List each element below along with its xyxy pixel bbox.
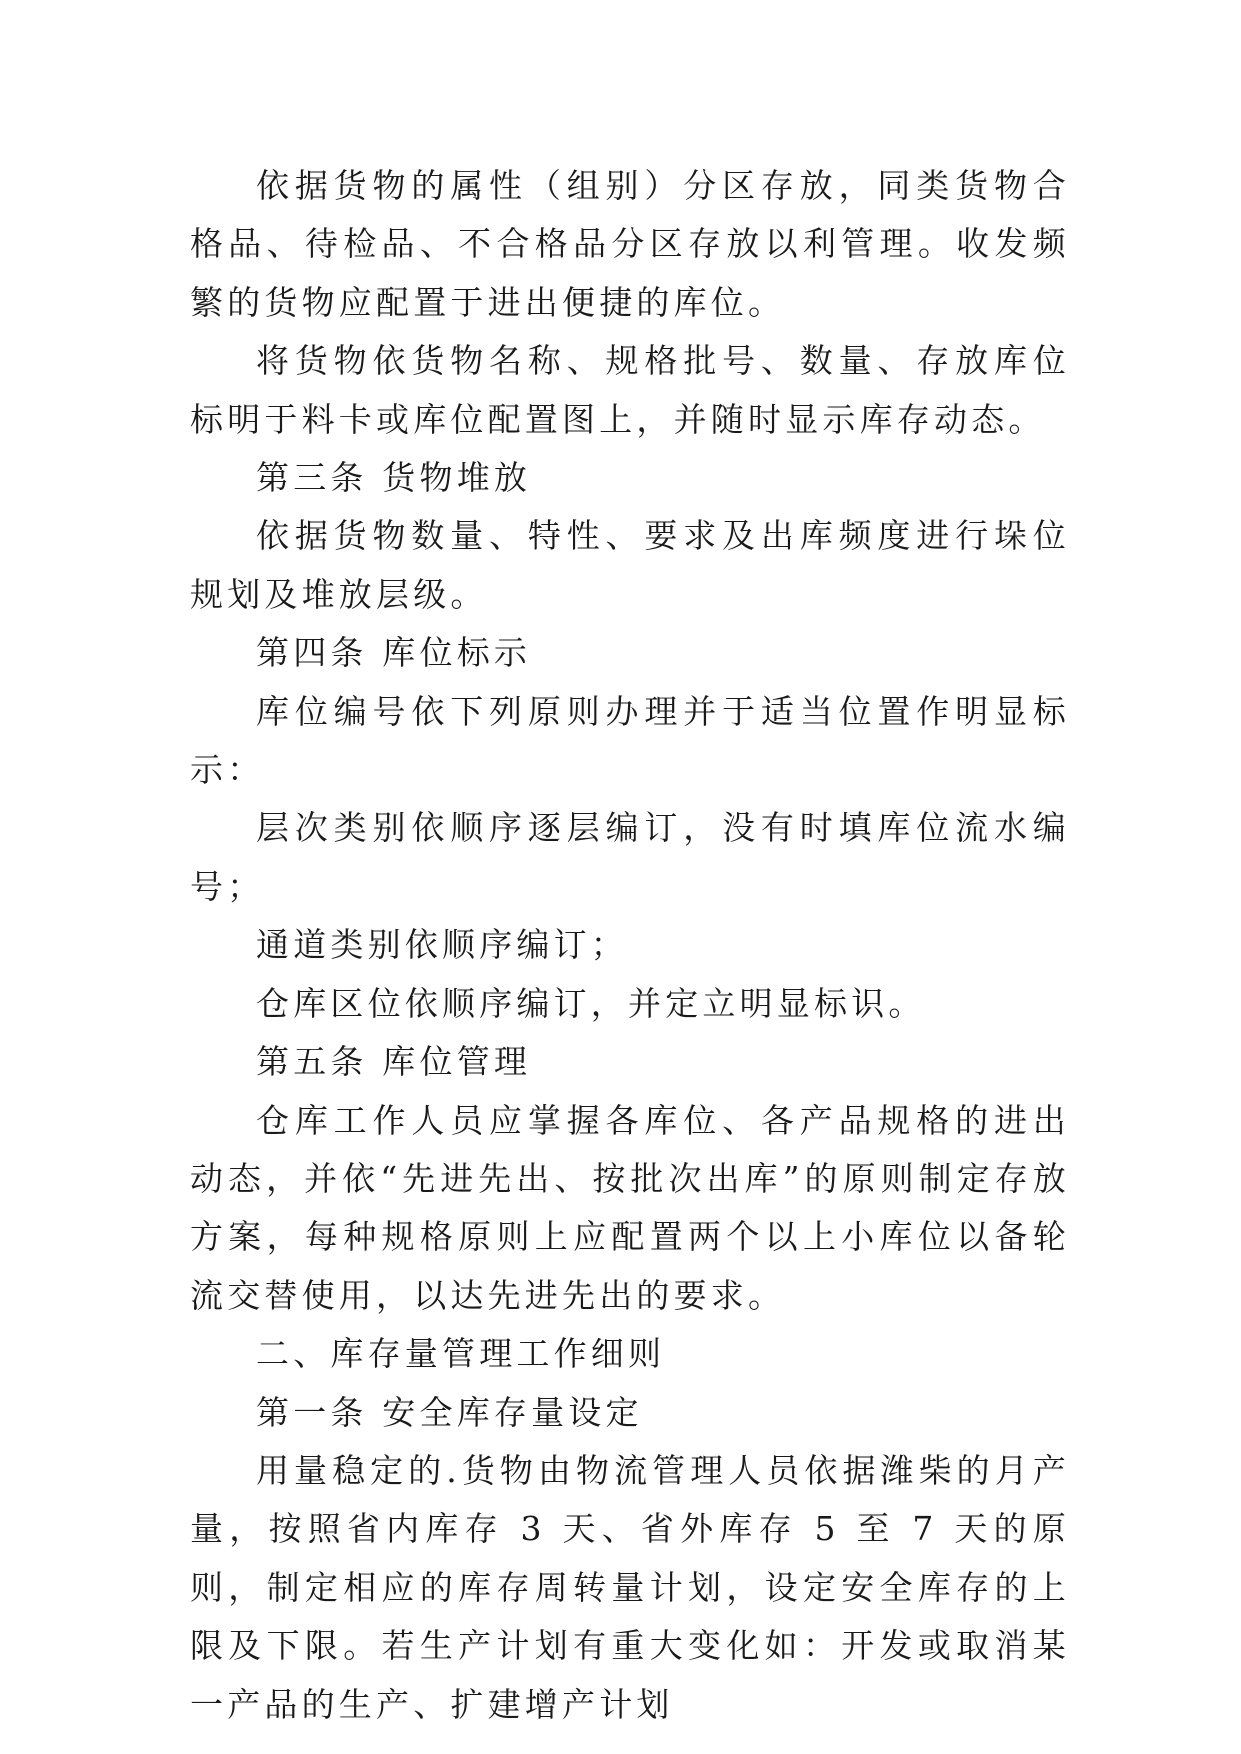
paragraph-location-management: 仓库工作人员应掌握各库位、各产品规格的进出动态，并依“先进先出、按批次出库”的原则制定存放方案，每种规格原则上应配置两个以上小库位以备轮流交替使用，以达先进先出的要求。	[190, 1100, 1070, 1315]
paragraph-storage-zoning: 依据货物的属性（组别）分区存放，同类货物合格品、待检品、不合格品分区存放以利管理。收发频繁的货物应配置于进出便捷的库位。	[190, 166, 1070, 322]
paragraph-stock-card: 将货物依货物名称、规格批号、数量、存放库位标明于料卡或库位配置图上，并随时显示库存动态。	[190, 341, 1070, 439]
paragraph-location-numbering: 库位编号依下列原则办理并于适当位置作明显标示：	[190, 691, 1070, 790]
heading-section-2: 二、库存量管理工作细则	[256, 1334, 666, 1374]
paragraph-aisle-category: 通道类别依顺序编订；	[256, 925, 628, 965]
paragraph-stacking: 依据货物数量、特性、要求及出库频度进行垛位规划及堆放层级。	[190, 516, 1070, 614]
heading-article-1: 第一条 安全库存量设定	[256, 1392, 643, 1432]
paragraph-level-category: 层次类别依顺序逐层编订，没有时填库位流水编号；	[190, 808, 1070, 906]
paragraph-safety-stock: 用量稳定的.货物由物流管理人员依据潍柴的月产量，按照省内库存 3 天、省外库存 5 至 7 天的原则，制定相应的库存周转量计划，设定安全库存的上限及下限。若生产计划有重大变化如：开发或取消某一产品的生产、扩建增产计划	[190, 1450, 1070, 1724]
heading-article-3: 第三条 货物堆放	[256, 458, 532, 498]
paragraph-warehouse-zone: 仓库区位依顺序编订，并定立明显标识。	[256, 983, 926, 1023]
heading-article-5: 第五条 库位管理	[256, 1042, 532, 1082]
document-body	[190, 157, 1070, 1734]
heading-article-4: 第四条 库位标示	[256, 633, 532, 673]
